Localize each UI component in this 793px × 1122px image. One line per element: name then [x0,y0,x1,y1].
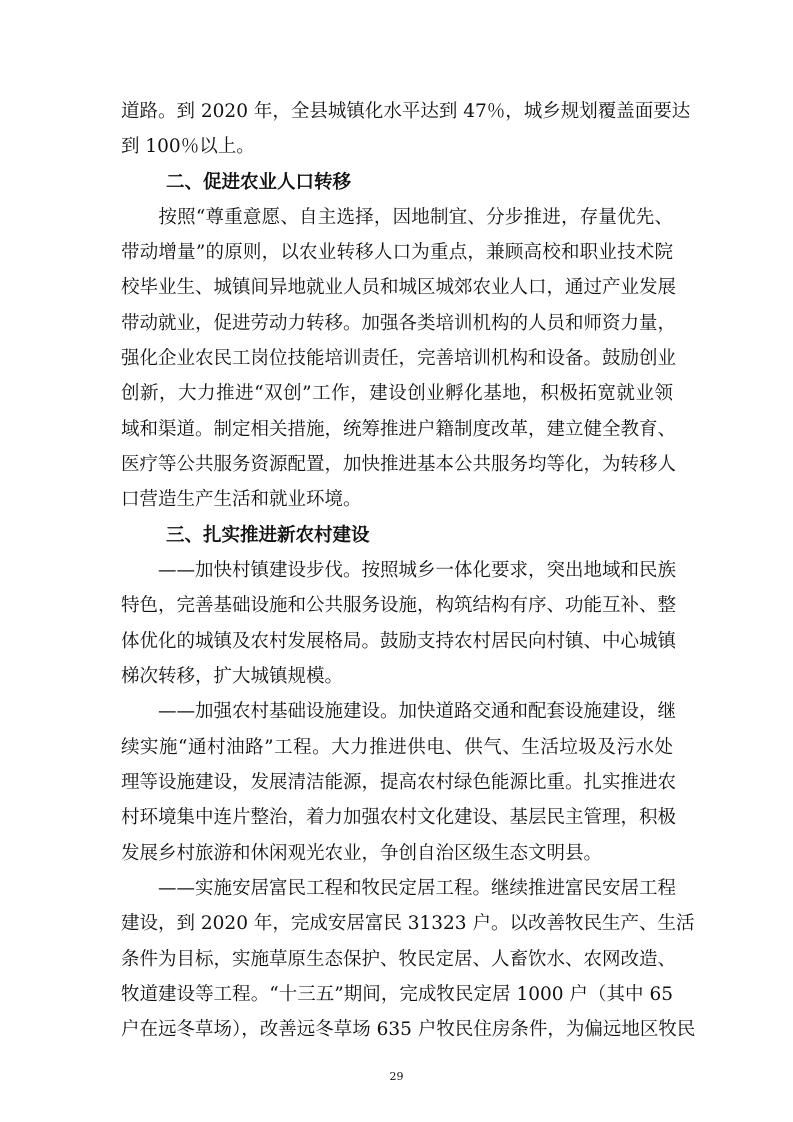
body-text-line: ——实施安居富民工程和牧民定居工程。继续推进富民安居工程 [121,878,677,899]
body-text-line: 牧道建设等工程。“十三五”期间，完成牧民定居 1000 户（其中 65 [121,984,673,1005]
body-text-line: 医疗等公共服务资源配置，加快推进基本公共服务均等化，为转移人 [121,454,677,475]
page-number: 29 [389,1070,404,1083]
body-text-line: 带动增量”的原则，以农业转移人口为重点，兼顾高校和职业技术院 [121,242,673,263]
body-text-line: 域和渠道。制定相关措施，统筹推进户籍制度改革，建立健全教育、 [121,419,677,440]
body-text-line: 梯次转移，扩大城镇规模。 [121,666,344,687]
body-text-line: 特色，完善基础设施和公共服务设施，构筑结构有序、功能互补、整 [121,595,677,616]
body-text-line: 到 100％以上。 [121,136,255,157]
body-text-line: 建设，到 2020 年，完成安居富民 31323 户。以改善牧民生产、生活 [121,913,695,934]
body-text-line: ——加快村镇建设步伐。按照城乡一体化要求，突出地域和民族 [121,560,677,581]
body-text-line: 道路。到 2020 年，全县城镇化水平达到 47％，城乡规划覆盖面要达 [121,101,691,122]
body-text-line: 带动就业，促进劳动力转移。加强各类培训机构的人员和师资力量， [121,313,677,334]
body-text-line: 口营造生产生活和就业环境。 [121,489,362,510]
body-text-line: 按照“尊重意愿、自主选择，因地制宜、分步推进，存量优先、 [121,207,673,228]
body-text-line: 村环境集中连片整治，着力加强农村文化建设、基层民主管理，积极 [121,807,677,828]
section-heading: 二、促进农业人口转移 [166,172,352,193]
section-heading: 三、扎实推进新农村建设 [166,525,370,546]
body-text-line: 条件为目标，实施草原生态保护、牧民定居、人畜饮水、农网改造、 [121,949,677,970]
body-text-line: 户在远冬草场），改善远冬草场 635 户牧民住房条件，为偏远地区牧民 [121,1019,696,1040]
body-text-line: 续实施“通村油路”工程。大力推进供电、供气、生活垃圾及污水处 [121,737,673,758]
body-text-line: 创新，大力推进“双创”工作，建设创业孵化基地，积极拓宽就业领 [121,383,673,404]
body-text-line: 体优化的城镇及农村发展格局。鼓励支持农村居民向村镇、中心城镇 [121,631,677,652]
body-text-line: 发展乡村旅游和休闲观光农业，争创自治区级生态文明县。 [121,843,603,864]
body-text-line: 强化企业农民工岗位技能培训责任，完善培训机构和设备。鼓励创业 [121,348,677,369]
body-text-line: 理等设施建设，发展清洁能源，提高农村绿色能源比重。扎实推进农 [121,772,677,793]
body-text-line: ——加强农村基础设施建设。加快道路交通和配套设施建设，继 [121,701,677,722]
body-text-line: 校毕业生、城镇间异地就业人员和城区城郊农业人口，通过产业发展 [121,277,677,298]
